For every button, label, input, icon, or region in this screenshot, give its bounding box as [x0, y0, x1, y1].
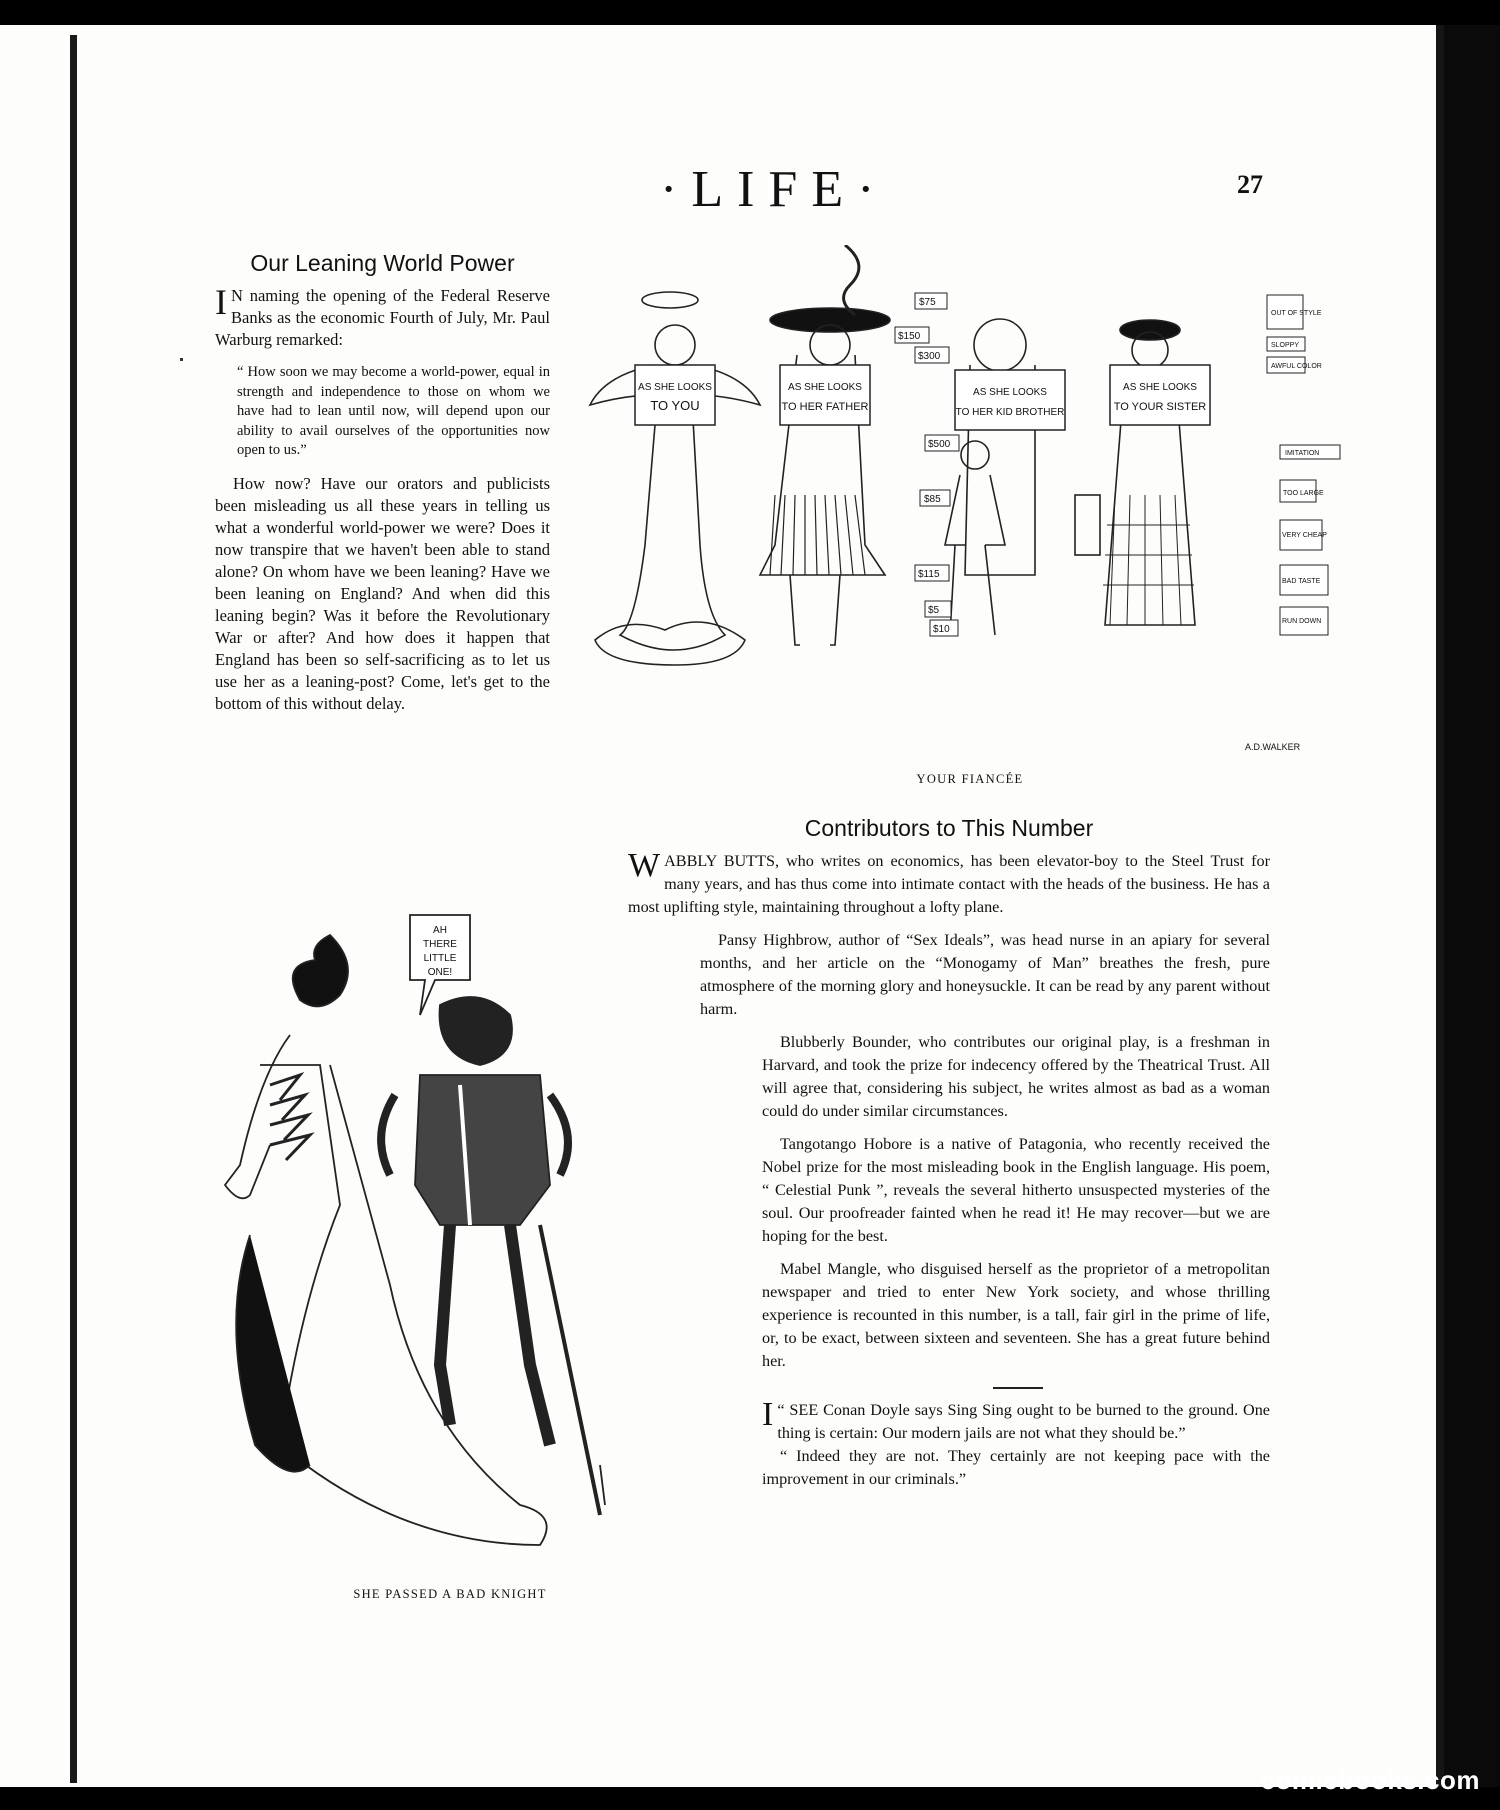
- watermark: comicbooks.com: [1260, 1765, 1480, 1795]
- page-gutter: [70, 35, 77, 1783]
- contributors-title: Contributors to This Number: [804, 815, 1094, 841]
- speech-text-1: AH: [433, 925, 447, 936]
- article-body: How now? Have our orators and publicists been misleading us all these years in telling us what a wonderful world-power we were? Does it now transpire that we haven't been able to stand alone? On whom have we been leaning? Have we been leaning on England? And when did this leaning begin? Was it before the Revolutionary War or after? And how does it happen that England has been so self-sacrificing as to let us use her as a leaning-post? Come, let's get to the bottom of this without delay.: [215, 473, 550, 713]
- sign-sister: [1110, 365, 1210, 425]
- svg-text:$500: $500: [928, 439, 951, 450]
- bottom-cartoon-caption: SHE PASSED A BAD KNIGHT: [353, 1587, 547, 1601]
- divider: [993, 1387, 1043, 1389]
- sign-sister-text: AS SHE LOOKS: [1123, 382, 1197, 393]
- svg-text:$85: $85: [924, 494, 941, 505]
- page-edge: [1436, 25, 1444, 1787]
- svg-text:$10: $10: [933, 624, 950, 635]
- contributor-mabel: Mabel Mangle, who disguised herself as the proprietor of a metropolitan newspaper and tried to enter New York society, and whose thrilling experience is recounted in this number, is a tall, fair girl in the prime of life, or, to be exact, between sixteen and seventeen. She has a great future behind her.: [762, 1260, 1270, 1370]
- svg-text:VERY CHEAP: VERY CHEAP: [1282, 532, 1327, 539]
- sign-you-text2: TO YOU: [650, 398, 700, 413]
- svg-text:$300: $300: [918, 351, 941, 362]
- artist-signature: A.D.WALKER: [1245, 742, 1301, 752]
- joke-line-1: SEE Conan Doyle says Sing Sing ought to be burned to the ground. One thing is certain: Our modern jails are not what they should be.”: [777, 1401, 1270, 1442]
- open-quote: “: [777, 1401, 785, 1419]
- dollar-sign-icon: [844, 245, 859, 315]
- intro-text: N naming the opening of the Federal Reserve Banks as the economic Fourth of July, Mr. Paul Warburg remarked:: [215, 286, 550, 349]
- dropcap-w: W: [628, 847, 661, 884]
- svg-text:$5: $5: [928, 605, 940, 616]
- svg-text:$150: $150: [898, 331, 921, 342]
- svg-text:OUT OF STYLE: OUT OF STYLE: [1271, 310, 1322, 317]
- scan-border: [1444, 25, 1500, 1787]
- speech-text-2: THERE: [423, 939, 457, 950]
- sign-father: [780, 365, 870, 425]
- article-quote: “ How soon we may become a world-power, equal in strength and independence to those on whom we have had to lean until now, will depend upon our ability to avail ourselves of the opportunities now open to us.”: [237, 364, 550, 458]
- masthead: ·LIFE·: [660, 161, 889, 218]
- svg-text:IMITATION: IMITATION: [1285, 450, 1320, 457]
- article-title: Our Leaning World Power: [250, 250, 515, 276]
- bad-knight-cartoon: [220, 905, 740, 1575]
- sign-you-text: AS SHE LOOKS: [638, 382, 712, 393]
- contributor-tangotango: Tangotango Hobore is a native of Patagonia, who recently received the Nobel prize for the most misleading book in the English language. His poem, “ Celestial Punk ”, reveals the several hitherto unsuspected mysteries of the soul. Our proofreader fainted when he read it! He may recover—but we are hoping for the best.: [762, 1135, 1270, 1245]
- dropcap: I: [215, 282, 227, 322]
- margin-mark: [180, 358, 183, 361]
- article-intro: [215, 282, 550, 351]
- dropcap-i: I: [762, 1396, 774, 1433]
- svg-text:AWFUL COLOR: AWFUL COLOR: [1271, 363, 1322, 370]
- sign-father-text: AS SHE LOOKS: [788, 382, 862, 393]
- contributor-blubberly: Blubberly Bounder, who contributes our original play, is a freshman in Harvard, and took the prize for indecency offered by the Theatrical Trust. All will agree that, considering his subject, he writes almost as bad as a woman could do under similar circumstances.: [762, 1033, 1270, 1120]
- left-article: [215, 250, 550, 715]
- halo-icon: [642, 292, 698, 308]
- svg-text:SLOPPY: SLOPPY: [1271, 342, 1300, 349]
- sign-you: [635, 365, 715, 425]
- svg-text:TOO LARGE: TOO LARGE: [1283, 490, 1324, 497]
- sign-brother: [955, 370, 1065, 430]
- svg-text:BAD TASTE: BAD TASTE: [1282, 578, 1321, 585]
- top-cartoon-caption: YOUR FIANCÉE: [916, 772, 1024, 786]
- sign-sister-text2: TO YOUR SISTER: [1113, 401, 1207, 413]
- sign-brother-text: AS SHE LOOKS: [973, 387, 1047, 398]
- joke-para-1: [762, 1396, 1270, 1445]
- contributor-wabbly-text: ABBLY BUTTS, who writes on economics, has been elevator-boy to the Steel Trust for many years, and has thus come into intimate contact with the heads of the business. He has a most uplifting style, maintaining throughout a lofty plane.: [628, 852, 1270, 916]
- page-number: 27: [1237, 170, 1263, 199]
- sign-father-text2: TO HER FATHER: [781, 401, 869, 413]
- svg-text:$115: $115: [918, 569, 940, 580]
- joke-para-2: “ Indeed they are not. They certainly are not keeping pace with the improvement in our criminals.”: [762, 1447, 1270, 1488]
- your-fiancee-cartoon: [585, 245, 1350, 765]
- svg-text:RUN DOWN: RUN DOWN: [1282, 618, 1322, 625]
- speech-text-3: LITTLE: [423, 953, 457, 964]
- sign-brother-text2: TO HER KID BROTHER: [955, 407, 1065, 418]
- contributor-pansy: Pansy Highbrow, author of “Sex Ideals”, was head nurse in an apiary for several months, and her article on the “Monogamy of Man” breathes the fresh, pure atmosphere of the morning glory and honeysuckle. It can be read by any parent without harm.: [700, 931, 1270, 1018]
- speech-text-4: ONE!: [427, 967, 453, 978]
- svg-text:$75: $75: [919, 297, 936, 308]
